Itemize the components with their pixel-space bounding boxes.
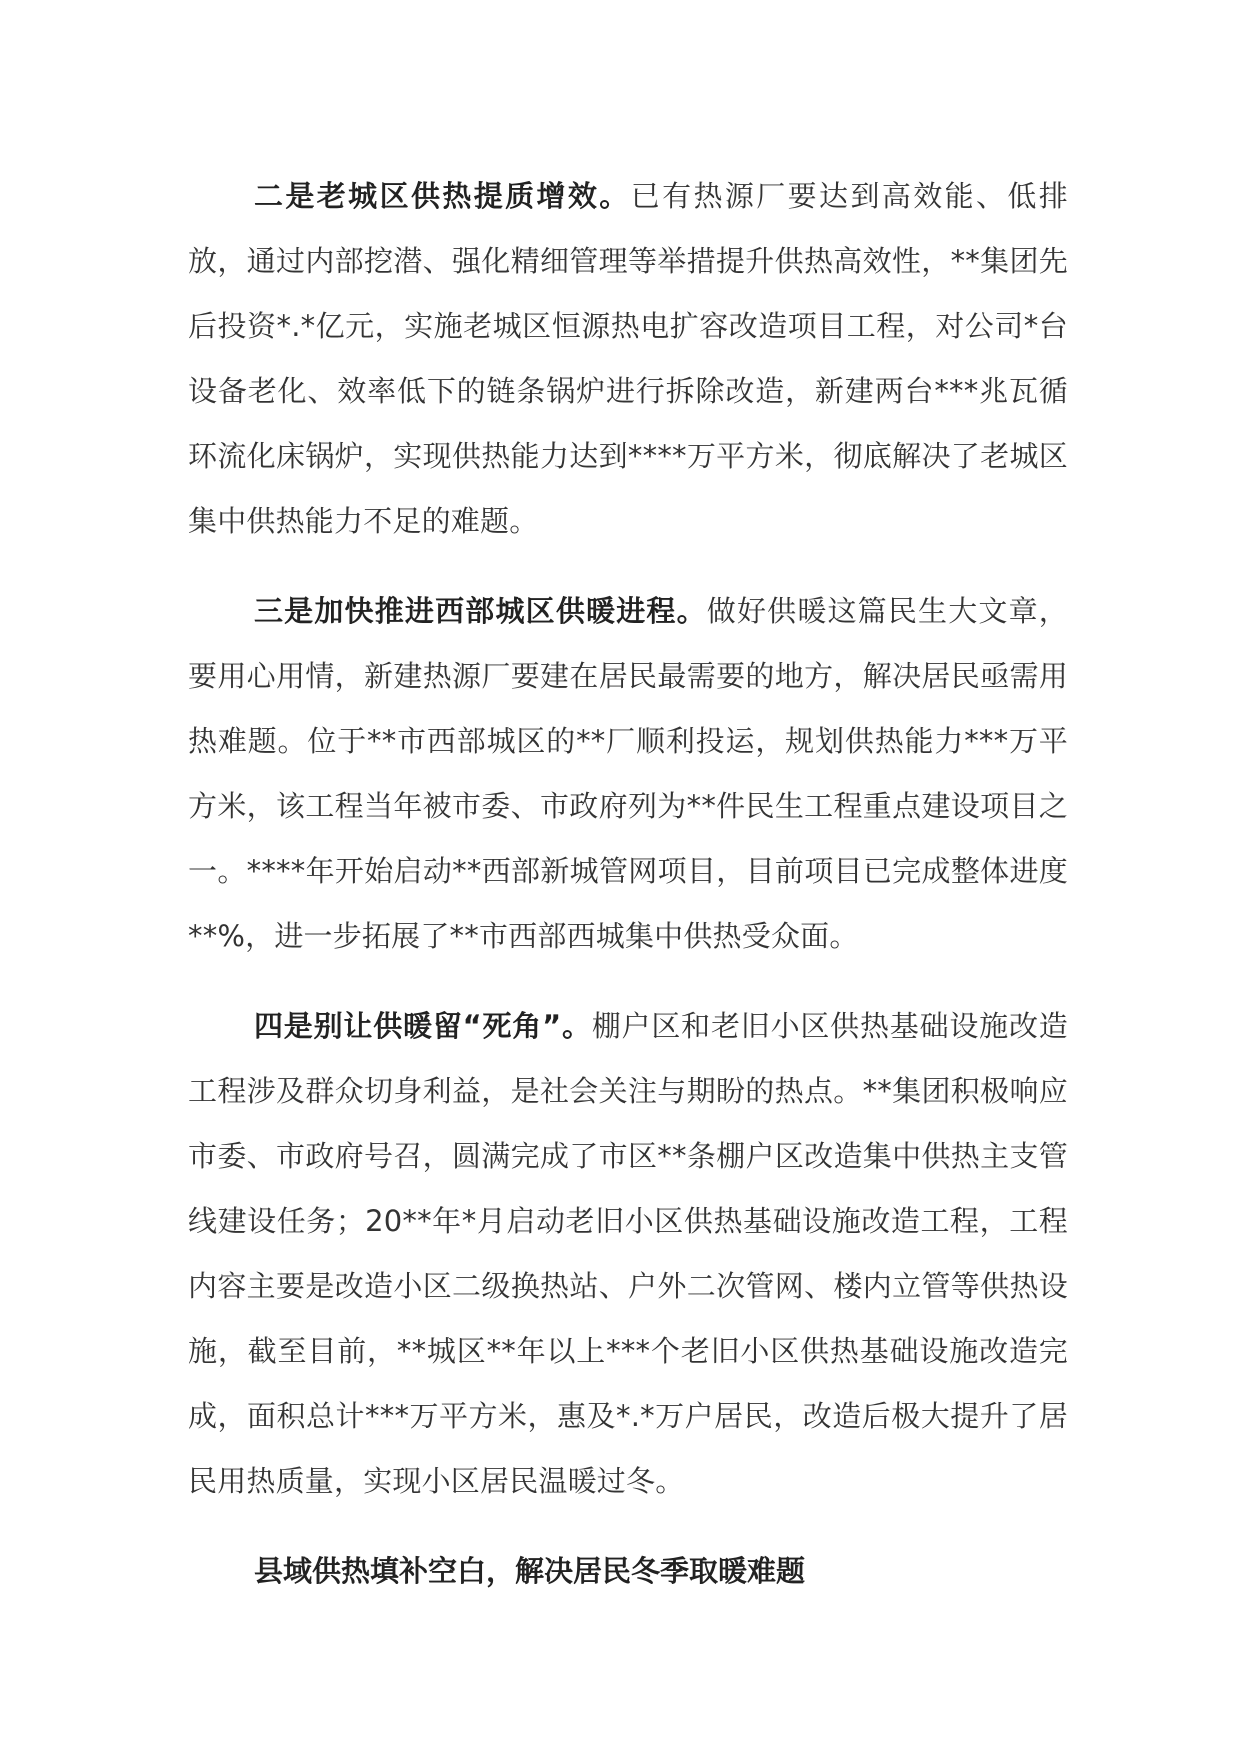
paragraph-lead: 二是老城区供热提质增效。 <box>254 179 631 213</box>
paragraph-lead: 三是加快推进西部城区供暖进程。 <box>254 594 707 628</box>
paragraph-text: 棚户区和老旧小区供热基础设施改造工程涉及群众切身利益，是社会关注与期盼的热点。**集团积极响应市委、市政府号召，圆满完成了市区**条棚户区改造集中供热主支管线建设任务；20**年*月启动老旧小区供热基础设施改造工程，工程内容主要是改造小区二级换热站、户外二次管网、楼内立管等供热设施，截至目前，**城区**年以上***个老旧小区供热基础设施改造完成，面积总计***万平方米，惠及*.*万户居民，改造后极大提升了居民用热质量，实现小区居民温暖过冬。 <box>188 1009 1068 1498</box>
paragraph-lead: 四是别让供暖留“死角”。 <box>254 1009 592 1043</box>
paragraph-no-dead-corners <box>188 994 1068 1514</box>
section-heading: 县域供热填补空白，解决居民冬季取暖难题 <box>254 1554 806 1588</box>
paragraph-old-city-heating <box>188 164 1068 554</box>
paragraph-text: 做好供暖这篇民生大文章，要用心用情，新建热源厂要建在居民最需要的地方，解决居民亟需用热难题。位于**市西部城区的**厂顺利投运，规划供热能力***万平方米，该工程当年被市委、市政府列为**件民生工程重点建设项目之一。****年开始启动**西部新城管网项目，目前项目已完成整体进度**%，进一步拓展了**市西部西城集中供热受众面。 <box>188 594 1068 953</box>
paragraph-text: 已有热源厂要达到高效能、低排放，通过内部挖潜、强化精细管理等举措提升供热高效性，**集团先后投资*.*亿元，实施老城区恒源热电扩容改造项目工程，对公司*台设备老化、效率低下的链条锅炉进行拆除改造，新建两台***兆瓦循环流化床锅炉，实现供热能力达到****万平方米，彻底解决了老城区集中供热能力不足的难题。 <box>188 179 1068 538</box>
paragraph-west-district-heating <box>188 579 1068 969</box>
document-body <box>188 164 1068 1604</box>
